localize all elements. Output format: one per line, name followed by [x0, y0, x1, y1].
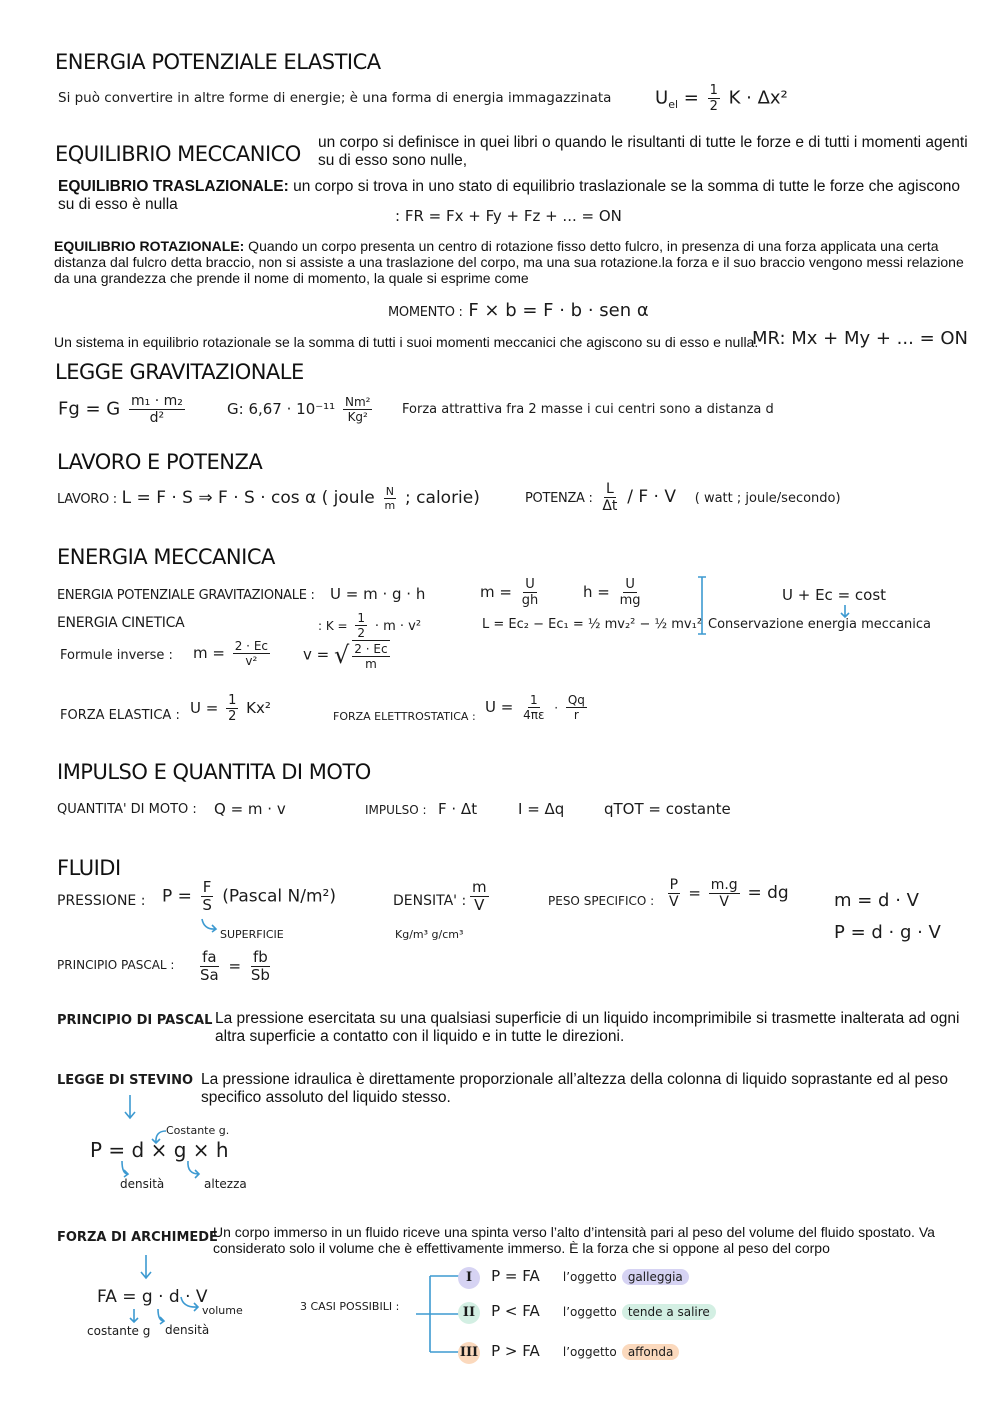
principio-di-pascal-text: La pressione esercitata su una qualsiasi superficie di un liquido incomprimibile si trasmette inalterata ad ogni altra superficie a contatto con il liquido e in tutte le direzioni. [215, 1010, 960, 1045]
densita-formula [467, 880, 492, 913]
lavoro-formula [57, 486, 480, 511]
formula-sub: el [668, 98, 679, 112]
forza-elettrostatica-formula: U = $\frac{1}{4\pi\varepsilon}$ · $\frac{Qq}{r}$ [485, 693, 585, 722]
archimede-densita-label: densità [165, 1323, 210, 1337]
pressione-formula [162, 880, 336, 913]
caso-2-number: II [458, 1302, 480, 1324]
h-denominator: mg [619, 593, 641, 608]
section-title-energia-meccanica: ENERGIA MECCANICA [57, 545, 275, 569]
m-denominator: gh [521, 593, 539, 608]
legge-stevino-label: LEGGE DI STEVINO [57, 1073, 194, 1088]
frac-numerator: 1 [709, 83, 718, 98]
inverse-m-numerator: 2 · Ec [234, 639, 268, 653]
formula-eq: = [683, 87, 699, 109]
forza-elastica-label: FORZA ELASTICA : [60, 708, 180, 723]
caso-2-highlight: tende a salire [622, 1304, 716, 1320]
potenza-label: POTENZA : [525, 491, 593, 506]
h-fraction [618, 578, 643, 607]
archimede-formula: FA = g · d · V [97, 1287, 208, 1307]
forza-elettrostatica-label: FORZA ELETTROSTATICA : [333, 710, 476, 723]
sistema-equilibrio-text: Un sistema in equilibrio rotazionale se la somma di tutti i suoi momenti meccanici che agiscono su di esso e nulla. [54, 334, 759, 350]
g-constant [227, 396, 375, 423]
potenza-formula [525, 482, 841, 513]
section-title-energia-elastica: ENERGIA POTENZIALE ELASTICA [55, 50, 381, 74]
stevino-formula: P = d × g × h [90, 1138, 229, 1162]
caso-3-pre: l’oggetto [562, 1345, 617, 1359]
densita-label: DENSITA' : [393, 893, 467, 909]
legge-stevino-text: La pressione idraulica è direttamente proporzionale all’altezza della colonna di liquido soprastante ed al peso specifico assoluto del liquido stesso. [201, 1071, 949, 1106]
forza-archimede-label: FORZA DI ARCHIMEDE [57, 1230, 218, 1245]
inverse-m-denominator: v² [245, 654, 258, 668]
peso-numerator-1: P [669, 877, 679, 893]
caso-1-highlight: galleggia [622, 1269, 689, 1285]
caso-3-highlight: affonda [622, 1344, 680, 1360]
pascal-fraction-1 [198, 950, 221, 983]
formule-inverse-label: Formule inverse : [60, 648, 173, 663]
archimede-volume-arrow [178, 1296, 204, 1312]
quantita-moto-formula: Q = m · v [214, 800, 286, 818]
densita-fraction [470, 880, 489, 913]
m-fraction [520, 578, 541, 607]
fel-pre: U = [190, 699, 219, 717]
lavoro-energia-formula: L = Ec₂ − Ec₁ = ½ mv₂² − ½ mv₁² [482, 617, 703, 632]
densita-numerator: m [472, 878, 487, 896]
ec-formula [318, 612, 421, 639]
conservazione-label: Conservazione energia meccanica [708, 617, 932, 632]
h-eq: h = [583, 583, 610, 601]
quantita-moto-label: QUANTITA' DI MOTO : [57, 802, 197, 817]
h-inverse [583, 578, 646, 607]
caso-1-number: I [458, 1267, 480, 1289]
g-denominator: Kg² [347, 410, 368, 424]
g-numerator: Nm² [344, 395, 371, 409]
fes-fraction-2 [566, 694, 587, 721]
ec-fraction [355, 612, 367, 639]
fes-numerator: 1 [529, 693, 538, 707]
forza-elastica-formula [190, 694, 271, 723]
press-denominator: S [202, 896, 212, 914]
caso-1-formula: P = FA [491, 1267, 540, 1285]
sqrt-icon: √ [334, 641, 350, 669]
traslazionale-label: EQUILIBRIO TRASLAZIONALE: [58, 178, 289, 195]
impulso-label: IMPULSO : [365, 803, 427, 817]
press-pre: P = [162, 886, 192, 907]
fg-label: Fg = G [58, 398, 121, 420]
formula-u: U [655, 87, 669, 109]
fg-numerator: m₁ · m₂ [131, 393, 183, 409]
m-inverse [480, 578, 543, 607]
stevino-altezza-label: altezza [204, 1177, 247, 1191]
stevino-densita-arrow [116, 1160, 132, 1178]
inverse-v-formula [303, 640, 393, 670]
rotazionale-text: Quando un corpo presenta un centro di rotazione fisso detto fulcro, in presenza di una forza applicata una certa distanza dal fulcro detta braccio, non si assiste a una traslazione del corpo, ma una sua rotazione.la forza e il suo braccio vengono messi relazione da una grandezza che prende il nome di momento, la quale si esprime come [54, 238, 964, 286]
g-value: G: 6,67 · 10⁻¹¹ [227, 400, 336, 418]
fel-denominator: 2 [228, 709, 237, 724]
energia-elastica-formula [655, 84, 788, 113]
superficie-arrow [198, 918, 220, 934]
casi-possibili-label: 3 CASI POSSIBILI : [300, 1300, 400, 1313]
pascal-fraction-2 [249, 950, 272, 983]
fel-numerator: 1 [228, 693, 237, 708]
inverse-v-numerator: 2 · Ec [354, 642, 388, 656]
ec-pre: : K = [318, 619, 348, 633]
caso-3 [458, 1341, 679, 1364]
inverse-m-formula [193, 640, 273, 667]
caso-2-formula: P < FA [491, 1302, 540, 1320]
impulso-delta-formula: I = Δq [518, 800, 565, 818]
stevino-costante-label: Costante g. [166, 1124, 230, 1137]
pascal-numerator-1: fa [202, 948, 217, 966]
potenza-units: ( watt ; joule/secondo) [694, 491, 841, 506]
h-numerator: U [625, 577, 635, 592]
peso-specifico-formula [664, 878, 789, 909]
archimede-down-arrow [138, 1254, 154, 1282]
peso-fraction-1 [667, 878, 681, 909]
traslazionale-text: un corpo si trova in uno stato di equilibrio traslazionale se la somma di tutte le forze che agiscono su di esso è nulla [58, 178, 960, 213]
ec-denominator: 2 [357, 626, 366, 640]
equilibrio-rotazionale [54, 238, 974, 286]
peso-specifico-label: PESO SPECIFICO : [548, 894, 655, 908]
peso-fraction-2 [709, 878, 740, 909]
lavoro-label: LAVORO : [57, 492, 117, 507]
section-title-impulso: IMPULSO E QUANTITA DI MOTO [57, 760, 371, 784]
momento-label: MOMENTO : [388, 305, 463, 320]
epg-label: ENERGIA POTENZIALE GRAVITAZIONALE : [57, 588, 315, 603]
pascal-numerator-2: fb [252, 948, 268, 966]
sistema-formula: MR: Mx + My + ... = ON [752, 328, 969, 349]
frac-denominator: 2 [709, 99, 718, 114]
press-numerator: F [202, 878, 212, 896]
massa-formula: m = d · V [834, 890, 919, 911]
qtot-formula: qTOT = costante [604, 800, 731, 818]
forza-archimede-text: Un corpo immerso in un fluido riceve una spinta verso l’alto d’intensità pari al peso del volume del fluido spostato. Va considerato solo il volume che è effettivamente immerso. È la forza che si oppone al peso del corpo [213, 1224, 935, 1256]
fg-denominator: d² [149, 410, 165, 426]
fes-denominator-2: r [573, 708, 579, 722]
energia-elastica-text: Si può convertire in altre forme di energie; è una forma di energia immagazzinata [58, 90, 612, 106]
inverse-m-fraction [233, 640, 270, 667]
fg-fraction [129, 394, 185, 425]
fg-formula [58, 394, 188, 425]
section-title-fluidi: FLUIDI [57, 856, 121, 880]
stevino-densita-label: densità [120, 1177, 165, 1191]
superficie-label: SUPERFICIE [220, 928, 284, 941]
joule-numerator: N [385, 485, 395, 498]
stevino-down-arrow [122, 1094, 138, 1122]
peso-denominator-1: V [669, 894, 679, 910]
section-title-lavoro-potenza: LAVORO E POTENZA [57, 450, 263, 474]
potenza-expression: / F · V [627, 487, 676, 507]
section-title-equilibrio-meccanico: EQUILIBRIO MECCANICO [55, 142, 301, 166]
formula-right: K · Δx² [728, 87, 788, 109]
fes-denominator: 4πε [523, 708, 545, 722]
principio-di-pascal-label: PRINCIPIO DI PASCAL [57, 1013, 213, 1028]
joule-denominator: m [384, 499, 396, 512]
section-title-legge-gravitazionale: LEGGE GRAVITAZIONALE [55, 360, 304, 384]
inverse-m-eq: m = [193, 644, 225, 662]
pascal-denominator-1: Sa [200, 966, 219, 984]
densita-denominator: V [474, 896, 485, 914]
gravitazionale-desc: Forza attrattiva fra 2 masse i cui centri sono a distanza d [402, 402, 774, 417]
fes-pre: U = [485, 698, 514, 716]
caso-1 [458, 1266, 689, 1289]
stevino-altezza-arrow [184, 1160, 204, 1180]
pressione-label: PRESSIONE : [57, 893, 146, 909]
ec-post: · m · v² [374, 619, 422, 634]
momento-formula [388, 300, 649, 321]
impulso-formula: F · Δt [438, 800, 478, 818]
joule-fraction [383, 486, 398, 511]
inverse-v-fraction [352, 640, 389, 670]
traslazionale-formula: : FR = Fx + Fy + Fz + ... = ON [395, 207, 622, 225]
potenza-fraction [600, 482, 619, 513]
caso-2 [458, 1301, 716, 1324]
potenza-numerator: L [605, 481, 614, 497]
g-fraction [343, 396, 372, 423]
ec-numerator: 1 [357, 611, 366, 625]
pascal-denominator-2: Sb [250, 966, 270, 984]
press-fraction [200, 880, 214, 913]
caso-3-number: III [458, 1342, 480, 1364]
principio-pascal-formula: $\frac{fa}{Sa}$ = $\frac{fb}{Sb}$ [200, 948, 270, 984]
fel-post: Kx² [246, 699, 271, 717]
archimede-volume-label: volume [202, 1304, 243, 1317]
equilibrio-definition: un corpo si definisce in quei libri o quando le risultanti di tutte le forze e di tutti i momenti agenti su di esso sono nulle, [318, 134, 968, 169]
inverse-v-eq: v = [303, 645, 330, 664]
lavoro-expression: L = F · S ⇒ F · S · cos α ( joule [121, 488, 375, 508]
archimede-costante-label: costante g [87, 1324, 151, 1338]
caso-3-formula: P > FA [491, 1342, 540, 1360]
inverse-v-denominator: m [365, 657, 377, 671]
densita-units: Kg/m³ g/cm³ [395, 928, 464, 941]
conservazione-formula: U + Ec = cost [782, 586, 887, 604]
fraction [708, 84, 720, 113]
principio-pascal-label: PRINCIPIO PASCAL : [57, 958, 175, 972]
peso-numerator-2: m.g [710, 877, 738, 893]
peso-tail: = dg [747, 883, 789, 903]
momento-expression: F × b = F · b · sen α [468, 300, 649, 321]
epg-formula: U = m · g · h [330, 585, 426, 603]
casi-bracket [412, 1270, 462, 1358]
fel-fraction [226, 694, 238, 723]
m-numerator: U [525, 577, 535, 592]
caso-1-pre: l’oggetto [562, 1270, 617, 1284]
m-eq: m = [480, 583, 512, 601]
rotazionale-label: EQUILIBRIO ROTAZIONALE: [54, 238, 245, 254]
ec-label: ENERGIA CINETICA [57, 615, 185, 631]
press-units: (Pascal N/m²) [222, 886, 336, 907]
fes-fraction [521, 694, 546, 721]
caso-2-pre: l’oggetto [562, 1305, 617, 1319]
peso-eq: = [688, 884, 701, 902]
potenza-denominator: Δt [602, 498, 618, 514]
peso-formula: P = d · g · V [834, 922, 941, 943]
fes-numerator-2: Qq [567, 693, 585, 707]
lavoro-tail: ; calorie) [405, 488, 480, 508]
peso-denominator-2: V [719, 894, 729, 910]
